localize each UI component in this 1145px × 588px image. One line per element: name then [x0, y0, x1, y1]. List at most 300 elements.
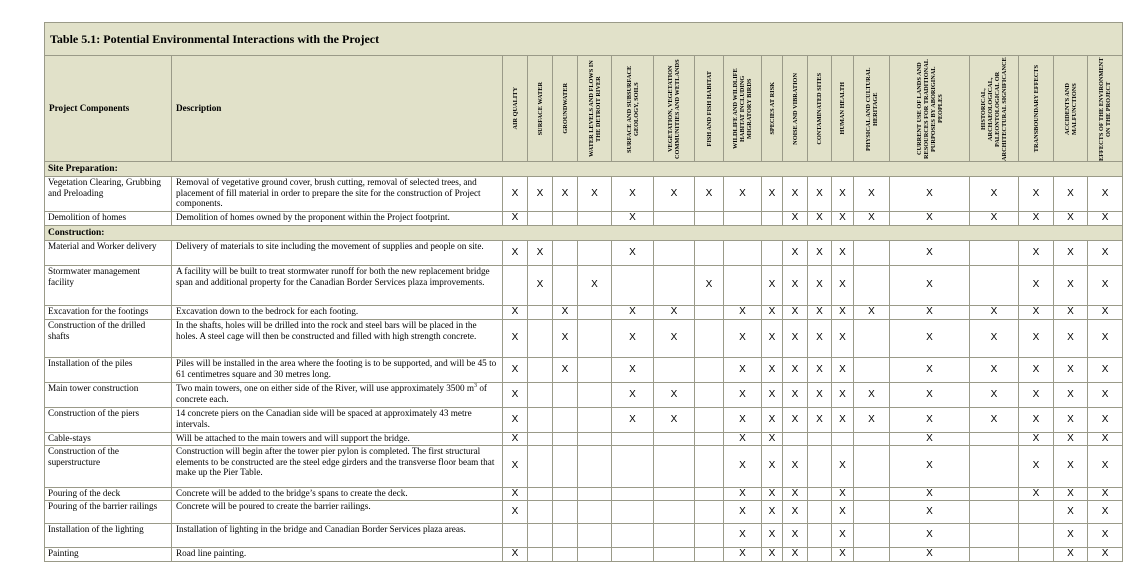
interaction-mark: X: [839, 460, 846, 472]
component-description: [172, 306, 503, 320]
interaction-mark: X: [739, 505, 746, 517]
interaction-mark: X: [511, 187, 519, 199]
interaction-cell: [528, 501, 553, 524]
interaction-cell: [832, 358, 854, 383]
interaction-cell: [1019, 266, 1054, 306]
interaction-cell: [854, 320, 890, 358]
interaction-cell: [553, 524, 578, 548]
interaction-cell: [832, 212, 854, 226]
interaction-mark: X: [990, 212, 998, 224]
description-text: Two main towers, one on either side of the River, will use approximately 3500 m: [176, 383, 475, 393]
interaction-cell: [832, 266, 854, 306]
interaction-cell: [654, 212, 695, 226]
interaction-cell: [854, 488, 890, 501]
component-description: [172, 241, 503, 266]
interaction-mark: X: [839, 487, 846, 499]
interaction-cell: [808, 524, 832, 548]
interaction-mark: X: [536, 279, 544, 291]
project-component: Construction of the superstructure: [45, 446, 172, 488]
interaction-cell: [808, 383, 832, 408]
interaction-cell: [578, 488, 612, 501]
interaction-cell: [890, 212, 970, 226]
interaction-cell: [1088, 524, 1123, 548]
project-component: Construction of the drilled shafts: [45, 320, 172, 358]
interaction-mark: X: [816, 246, 823, 258]
component-description: [172, 501, 503, 524]
interaction-cell: [553, 212, 578, 226]
interaction-cell: [762, 241, 783, 266]
interaction-mark: X: [816, 363, 823, 375]
interaction-cell: [1054, 241, 1088, 266]
interaction-cell: [724, 177, 762, 212]
interaction-cell: [832, 241, 854, 266]
interaction-cell: [783, 383, 808, 408]
interaction-mark: X: [768, 487, 776, 499]
interaction-cell: [528, 488, 553, 501]
interaction-mark: X: [629, 332, 636, 344]
interaction-cell: [970, 408, 1019, 433]
description-superscript: 3: [474, 382, 478, 389]
interaction-cell: [854, 524, 890, 548]
interaction-mark: X: [926, 487, 933, 499]
interaction-cell: [553, 358, 578, 383]
column-header: [890, 56, 970, 162]
interaction-mark: X: [1101, 363, 1109, 375]
interaction-mark: X: [511, 212, 519, 224]
interaction-cell: [612, 501, 654, 524]
interaction-cell: [724, 383, 762, 408]
project-component: Cable-stays: [45, 433, 172, 446]
interaction-cell: [612, 548, 654, 562]
interaction-mark: X: [926, 306, 933, 318]
interaction-mark: X: [791, 548, 799, 560]
interaction-mark: X: [629, 388, 636, 400]
interaction-cell: [808, 212, 832, 226]
interaction-cell: [654, 241, 695, 266]
interaction-cell: [854, 358, 890, 383]
interaction-mark: X: [816, 388, 823, 400]
section-title: Construction:: [45, 226, 1123, 241]
interaction-mark: X: [791, 460, 799, 472]
interaction-cell: [970, 446, 1019, 488]
interaction-mark: X: [990, 363, 998, 375]
column-header: [528, 56, 553, 162]
interaction-mark: X: [1101, 487, 1109, 499]
interaction-cell: [808, 306, 832, 320]
interaction-mark: X: [629, 363, 636, 375]
interaction-cell: [724, 501, 762, 524]
interaction-cell: [970, 212, 1019, 226]
table-row: [45, 446, 1123, 488]
interaction-cell: [695, 524, 724, 548]
table-row: [45, 266, 1123, 306]
interaction-cell: [503, 408, 528, 433]
description-text: 14 concrete piers on the Canadian side will be spaced at approximately 43 metre intervals.: [176, 408, 472, 429]
interaction-cell: [503, 433, 528, 446]
interaction-cell: [832, 548, 854, 562]
column-header-wrap: [553, 56, 577, 161]
interaction-cell: [832, 408, 854, 433]
interaction-cell: [578, 266, 612, 306]
description-text: Demolition of homes owned by the proponent within the Project footprint.: [176, 212, 450, 222]
interaction-mark: X: [839, 548, 846, 560]
interaction-cell: [528, 408, 553, 433]
description-text: Excavation down to the bedrock for each footing.: [176, 306, 359, 316]
interaction-cell: [783, 241, 808, 266]
interaction-cell: [503, 266, 528, 306]
interaction-cell: [553, 433, 578, 446]
interaction-mark: X: [536, 246, 544, 258]
interaction-cell: [553, 266, 578, 306]
interaction-mark: X: [1067, 548, 1074, 560]
interaction-cell: [1054, 408, 1088, 433]
interaction-cell: [503, 212, 528, 226]
interaction-cell: [783, 408, 808, 433]
interaction-cell: [528, 433, 553, 446]
component-description: [172, 383, 503, 408]
column-header-label: SURFACE WATER: [536, 81, 544, 136]
column-header-label: CURRENT USE OF LANDS AND RESOURCES FOR TRADITIONAL PURPOSES BY ABORIGINAL PEOPLES: [915, 58, 944, 159]
interaction-mark: X: [839, 306, 846, 318]
column-header: [1019, 56, 1054, 162]
interaction-mark: X: [1067, 413, 1074, 425]
interaction-cell: [1019, 433, 1054, 446]
interaction-cell: [654, 383, 695, 408]
interaction-mark: X: [511, 306, 519, 318]
interaction-cell: [695, 501, 724, 524]
interaction-mark: X: [1032, 388, 1040, 400]
column-header-wrap: [503, 56, 527, 161]
interaction-mark: X: [670, 187, 678, 199]
interaction-mark: X: [990, 388, 998, 400]
description-text: Piles will be installed in the area where the footing is to be supported, and will be 45 to 61 centimetres square and 30 metres long.: [176, 358, 497, 379]
interaction-mark: X: [1067, 332, 1074, 344]
table-row: [45, 177, 1123, 212]
interaction-cell: [578, 446, 612, 488]
interaction-cell: [724, 241, 762, 266]
interaction-mark: X: [791, 187, 799, 199]
interaction-mark: X: [511, 548, 519, 560]
interaction-cell: [970, 358, 1019, 383]
interaction-cell: [528, 177, 553, 212]
interaction-mark: X: [511, 432, 519, 444]
column-header-label: TRANSBOUNDARY EFFECTS: [1032, 64, 1040, 153]
interaction-cell: [890, 306, 970, 320]
interaction-cell: [970, 488, 1019, 501]
project-component: Vegetation Clearing, Grubbing and Preloading: [45, 177, 172, 212]
interaction-cell: [695, 212, 724, 226]
column-header-wrap: [808, 56, 831, 161]
interaction-cell: [854, 446, 890, 488]
component-description: [172, 358, 503, 383]
interaction-cell: [503, 524, 528, 548]
interaction-cell: [890, 358, 970, 383]
interaction-mark: X: [739, 548, 746, 560]
interaction-cell: [503, 501, 528, 524]
interaction-cell: [724, 548, 762, 562]
interaction-cell: [783, 433, 808, 446]
interaction-mark: X: [816, 187, 823, 199]
interaction-cell: [578, 212, 612, 226]
interaction-cell: [503, 177, 528, 212]
interaction-mark: X: [926, 529, 933, 541]
column-header-label: HISTORICAL, ARCHAEOLOGICAL, PALEONTOLOGICAL OR ARCHITECTURAL SIGNIFICANCE: [980, 56, 1008, 161]
interaction-cell: [578, 408, 612, 433]
interaction-mark: X: [816, 212, 823, 224]
interaction-cell: [783, 548, 808, 562]
interaction-mark: X: [791, 505, 799, 517]
interaction-cell: [832, 306, 854, 320]
column-header-wrap: [783, 56, 807, 161]
interaction-cell: [503, 446, 528, 488]
interaction-cell: [654, 408, 695, 433]
column-header: [553, 56, 578, 162]
interaction-cell: [832, 524, 854, 548]
interaction-cell: [528, 548, 553, 562]
interaction-mark: X: [629, 246, 636, 258]
interaction-cell: [724, 446, 762, 488]
interaction-cell: [724, 212, 762, 226]
interaction-mark: X: [1101, 505, 1109, 517]
interaction-mark: X: [1032, 279, 1040, 291]
interaction-mark: X: [739, 529, 746, 541]
interaction-cell: [578, 383, 612, 408]
interaction-cell: [854, 266, 890, 306]
interaction-mark: X: [629, 212, 636, 224]
description-text: Road line painting.: [176, 548, 247, 558]
interaction-cell: [1088, 306, 1123, 320]
interaction-mark: X: [1067, 505, 1074, 517]
interaction-mark: X: [791, 332, 799, 344]
project-component: Pouring of the barrier railings: [45, 501, 172, 524]
project-component: Demolition of homes: [45, 212, 172, 226]
interaction-cell: [724, 320, 762, 358]
table-row: [45, 306, 1123, 320]
interaction-mark: X: [1101, 460, 1109, 472]
interaction-cell: [890, 266, 970, 306]
interaction-mark: X: [561, 187, 569, 199]
column-header: [654, 56, 695, 162]
interaction-mark: X: [868, 388, 875, 400]
interaction-mark: X: [926, 432, 933, 444]
interaction-cell: [762, 383, 783, 408]
column-header: [808, 56, 832, 162]
interaction-mark: X: [1067, 460, 1074, 472]
interaction-mark: X: [816, 413, 823, 425]
interaction-cell: [1054, 358, 1088, 383]
interaction-mark: X: [839, 246, 846, 258]
interaction-cell: [612, 266, 654, 306]
interaction-cell: [783, 358, 808, 383]
interaction-cell: [553, 306, 578, 320]
interaction-mark: X: [768, 279, 776, 291]
description-text: Will be attached to the main towers and will support the bridge.: [176, 433, 410, 443]
interaction-mark: X: [1032, 306, 1040, 318]
column-header-wrap: [890, 56, 969, 161]
interaction-mark: X: [629, 187, 636, 199]
interaction-mark: X: [511, 332, 519, 344]
interaction-cell: [612, 488, 654, 501]
interaction-cell: [1054, 488, 1088, 501]
table-row: [45, 433, 1123, 446]
interaction-mark: X: [1101, 246, 1109, 258]
column-header-label: SPECIES AT RISK: [768, 82, 776, 135]
interaction-cell: [612, 383, 654, 408]
interaction-mark: X: [511, 388, 519, 400]
interaction-cell: [1054, 320, 1088, 358]
interaction-cell: [970, 501, 1019, 524]
interaction-cell: [1019, 306, 1054, 320]
project-component: Installation of the lighting: [45, 524, 172, 548]
interaction-cell: [553, 320, 578, 358]
interaction-mark: X: [791, 487, 799, 499]
table-row: [45, 320, 1123, 358]
interaction-cell: [808, 548, 832, 562]
interaction-cell: [654, 358, 695, 383]
interaction-cell: [528, 241, 553, 266]
interaction-cell: [553, 177, 578, 212]
column-header-wrap: [1019, 56, 1053, 161]
interaction-mark: X: [926, 460, 933, 472]
interaction-mark: X: [1032, 246, 1040, 258]
interaction-cell: [854, 383, 890, 408]
project-component: Stormwater management facility: [45, 266, 172, 306]
column-header-wrap: [724, 56, 761, 161]
interaction-mark: X: [839, 363, 846, 375]
component-description: [172, 212, 503, 226]
column-header-label: WILDLIFE AND WILDLIFE HABITAT INCLUDING MIGRATORY BIRDS: [732, 68, 753, 149]
interaction-mark: X: [926, 363, 933, 375]
interaction-mark: X: [926, 505, 933, 517]
interaction-mark: X: [1032, 460, 1040, 472]
interaction-cell: [890, 320, 970, 358]
interaction-cell: [654, 488, 695, 501]
interaction-cell: [832, 320, 854, 358]
interaction-cell: [654, 446, 695, 488]
interaction-cell: [762, 501, 783, 524]
interaction-mark: X: [536, 187, 544, 199]
interaction-cell: [528, 266, 553, 306]
interaction-cell: [808, 358, 832, 383]
interaction-mark: X: [768, 529, 776, 541]
interaction-cell: [503, 488, 528, 501]
interaction-mark: X: [511, 460, 519, 472]
interaction-cell: [1019, 358, 1054, 383]
interaction-mark: X: [768, 388, 776, 400]
component-description: [172, 548, 503, 562]
interaction-cell: [528, 306, 553, 320]
interaction-mark: X: [926, 187, 933, 199]
interaction-mark: X: [926, 388, 933, 400]
interaction-cell: [783, 320, 808, 358]
interaction-mark: X: [1067, 363, 1074, 375]
interaction-cell: [724, 433, 762, 446]
interaction-cell: [808, 488, 832, 501]
interaction-cell: [762, 488, 783, 501]
interaction-cell: [762, 408, 783, 433]
column-header-wrap: [762, 56, 782, 161]
interaction-mark: X: [868, 187, 875, 199]
interaction-mark: X: [739, 187, 746, 199]
interaction-mark: X: [670, 332, 678, 344]
interaction-cell: [654, 501, 695, 524]
interaction-mark: X: [791, 363, 799, 375]
column-header: [578, 56, 612, 162]
interaction-cell: [578, 306, 612, 320]
interaction-mark: X: [1067, 279, 1074, 291]
column-header-wrap: [654, 56, 694, 161]
interaction-cell: [1054, 177, 1088, 212]
description-text: Concrete will be poured to create the barrier railings.: [176, 501, 371, 511]
interaction-mark: X: [561, 363, 569, 375]
column-header-wrap: [854, 56, 889, 161]
interaction-mark: X: [791, 388, 799, 400]
section-header-row: [45, 226, 1123, 241]
interaction-cell: [612, 177, 654, 212]
column-header-label: ACCIDENTS AND MALFUNCTIONS: [1063, 82, 1078, 135]
interaction-cell: [654, 320, 695, 358]
column-header-label: SURFACE AND SUBSURFACE GEOLOGY, SOILS: [625, 64, 640, 153]
interaction-mark: X: [511, 487, 519, 499]
interaction-cell: [553, 501, 578, 524]
interaction-cell: [1019, 383, 1054, 408]
component-description: [172, 488, 503, 501]
interaction-cell: [854, 306, 890, 320]
column-header-wrap: [1054, 56, 1087, 161]
interaction-cell: [970, 548, 1019, 562]
column-header: [695, 56, 724, 162]
interaction-mark: X: [739, 306, 746, 318]
interaction-cell: [1088, 446, 1123, 488]
interaction-cell: [808, 408, 832, 433]
interaction-cell: [808, 320, 832, 358]
interaction-cell: [654, 548, 695, 562]
column-header-wrap: [695, 56, 723, 161]
interaction-mark: X: [990, 332, 998, 344]
interaction-cell: [695, 488, 724, 501]
interaction-mark: X: [926, 332, 933, 344]
interaction-cell: [783, 266, 808, 306]
interaction-mark: X: [1101, 413, 1109, 425]
interaction-cell: [832, 177, 854, 212]
interaction-cell: [783, 524, 808, 548]
interaction-mark: X: [561, 332, 569, 344]
column-header: [970, 56, 1019, 162]
interaction-mark: X: [1101, 548, 1109, 560]
interaction-cell: [553, 446, 578, 488]
interaction-cell: [724, 266, 762, 306]
interaction-cell: [553, 548, 578, 562]
interaction-cell: [808, 501, 832, 524]
interaction-mark: X: [926, 279, 933, 291]
interaction-cell: [503, 548, 528, 562]
interaction-cell: [1054, 548, 1088, 562]
column-header-wrap: [1088, 56, 1122, 161]
interaction-mark: X: [816, 332, 823, 344]
column-header-label: EFFECTS OF THE ENVIRONMENT ON THE PROJECT: [1098, 56, 1113, 161]
interaction-mark: X: [1067, 306, 1074, 318]
column-header-wrap: [528, 56, 552, 161]
interaction-cell: [832, 433, 854, 446]
interaction-cell: [1088, 501, 1123, 524]
component-description: [172, 177, 503, 212]
description-text: Concrete will be added to the bridge’s spans to create the deck.: [176, 488, 408, 498]
interaction-cell: [762, 177, 783, 212]
interaction-cell: [783, 212, 808, 226]
interaction-mark: X: [739, 487, 746, 499]
interaction-cell: [1019, 501, 1054, 524]
interaction-mark: X: [739, 332, 746, 344]
